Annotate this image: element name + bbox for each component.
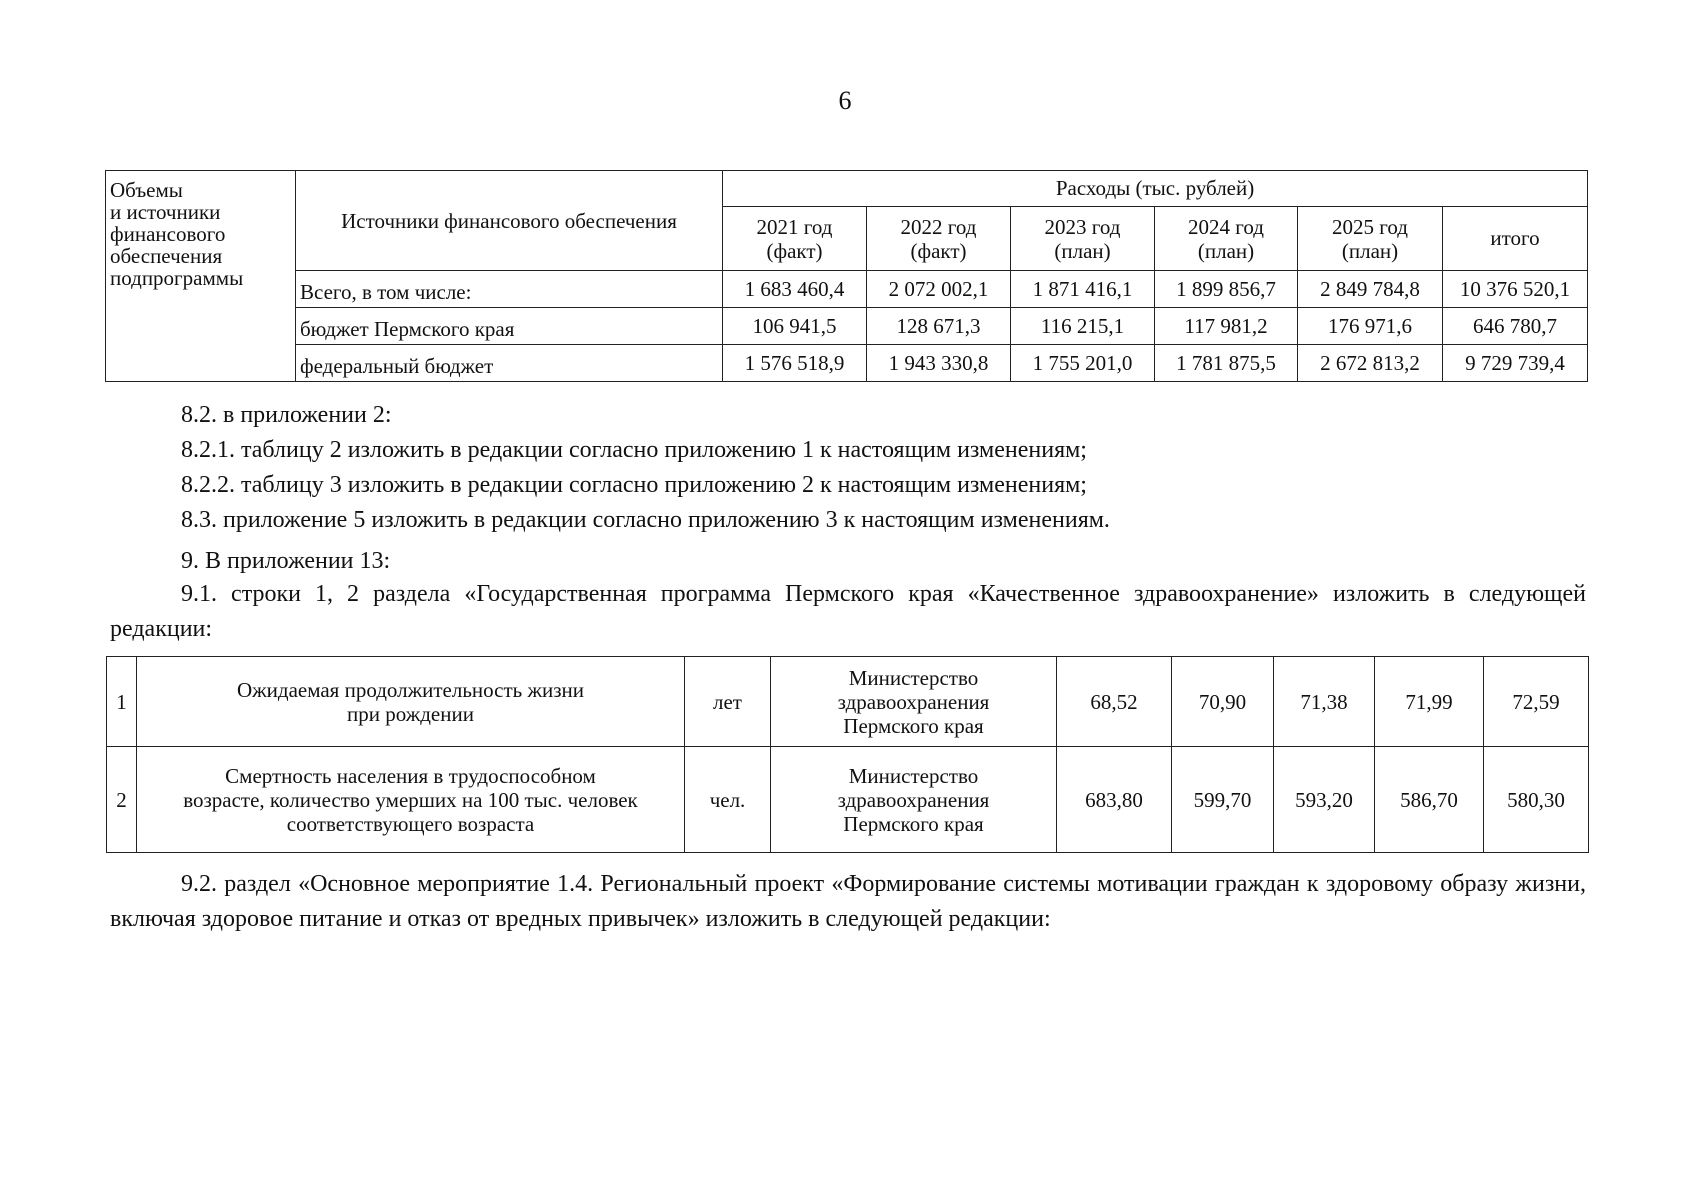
value-cell: 1 781 875,5 [1155,345,1298,382]
unit-cell: лет [685,657,771,747]
unit-cell: чел. [685,747,771,853]
row-number: 2 [107,747,137,853]
value-cell: 683,80 [1057,747,1172,853]
year-header: 2024 год (план) [1155,207,1298,271]
paragraph-8-2-2: 8.2.2. таблицу 3 изложить в редакции согласно приложению 2 к настоящим изменениям; [181,472,1087,498]
paragraph-8-2-1: 8.2.1. таблицу 2 изложить в редакции согласно приложению 1 к настоящим изменениям; [181,437,1087,463]
year-header: 2022 год (факт) [867,207,1011,271]
value-cell: 2 672 813,2 [1298,345,1443,382]
page-number: 6 [838,86,852,115]
year-header: 2021 год (факт) [723,207,867,271]
value-cell: 586,70 [1375,747,1484,853]
value-cell: 1 755 201,0 [1011,345,1155,382]
value-cell: 128 671,3 [867,308,1011,345]
value-cell: 646 780,7 [1443,308,1588,345]
indicator-name: Ожидаемая продолжительность жизни при рождении [137,657,685,747]
responsible-cell: Министерство здравоохранения Пермского края [771,657,1057,747]
funding-sources-table [105,170,1588,382]
total-header: итого [1443,207,1588,271]
expenses-header: Расходы (тыс. рублей) [723,171,1588,207]
value-cell: 2 849 784,8 [1298,271,1443,308]
table-row [107,657,1589,747]
paragraph-8-3: 8.3. приложение 5 изложить в редакции согласно приложению 3 к настоящим изменениям. [181,507,1110,533]
year-header: 2025 год (план) [1298,207,1443,271]
table-row [106,345,1588,382]
value-cell: 1 943 330,8 [867,345,1011,382]
responsible-cell: Министерство здравоохранения Пермского края [771,747,1057,853]
value-cell: 2 072 002,1 [867,271,1011,308]
row-number: 1 [107,657,137,747]
value-cell: 9 729 739,4 [1443,345,1588,382]
indicator-name: Смертность населения в трудоспособном возрасте, количество умерших на 100 тыс. человек соответствующего возраста [137,747,685,853]
value-cell: 1 899 856,7 [1155,271,1298,308]
value-cell: 1 871 416,1 [1011,271,1155,308]
source-cell: федеральный бюджет [296,345,723,382]
subprogram-funding-label: Объемы и источники финансового обеспечения подпрограммы [106,171,296,382]
sources-header: Источники финансового обеспечения [296,171,723,271]
paragraph-9-1: 9.1. строки 1, 2 раздела «Государственная программа Пермского края «Качественное здравоохранение» изложить в следующей редакции: [110,581,1586,642]
table-row [107,747,1589,853]
value-cell: 106 941,5 [723,308,867,345]
value-cell: 72,59 [1484,657,1589,747]
paragraph-9: 9. В приложении 13: [181,548,391,574]
indicators-table [106,656,1589,853]
value-cell: 68,52 [1057,657,1172,747]
year-header: 2023 год (план) [1011,207,1155,271]
value-cell: 1 683 460,4 [723,271,867,308]
paragraph-8-2: 8.2. в приложении 2: [181,402,392,428]
value-cell: 116 215,1 [1011,308,1155,345]
source-cell: Всего, в том числе: [296,271,723,308]
value-cell: 10 376 520,1 [1443,271,1588,308]
value-cell: 1 576 518,9 [723,345,867,382]
value-cell: 593,20 [1274,747,1375,853]
table-row [106,308,1588,345]
value-cell: 176 971,6 [1298,308,1443,345]
table-row [106,271,1588,308]
value-cell: 71,38 [1274,657,1375,747]
paragraph-9-2: 9.2. раздел «Основное мероприятие 1.4. Региональный проект «Формирование системы мотивации граждан к здоровому образу жизни, включая здоровое питание и отказ от вредных привычек» изложить в следующей редакции: [110,871,1586,932]
value-cell: 580,30 [1484,747,1589,853]
value-cell: 117 981,2 [1155,308,1298,345]
value-cell: 70,90 [1172,657,1274,747]
value-cell: 71,99 [1375,657,1484,747]
source-cell: бюджет Пермского края [296,308,723,345]
value-cell: 599,70 [1172,747,1274,853]
